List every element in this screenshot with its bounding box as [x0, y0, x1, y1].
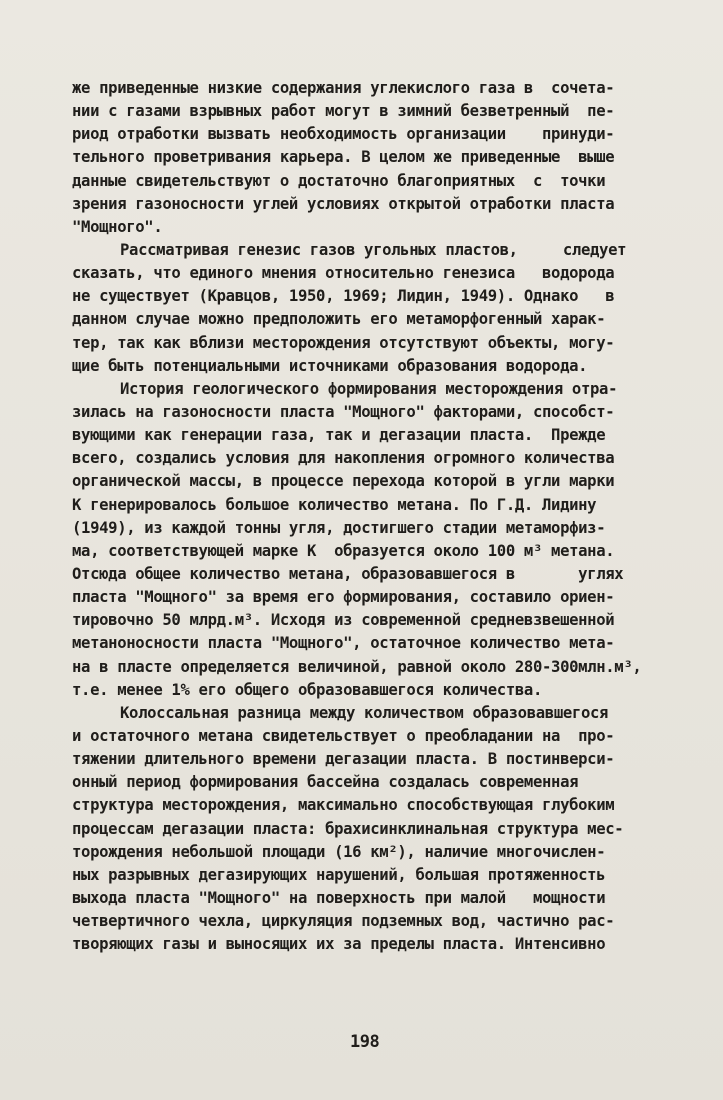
text-line: же приведенные низкие содержания углекислого газа в сочета- [72, 79, 615, 97]
text-line: К генерировалось большое количество метана. По Г.Д. Лидину [72, 495, 597, 514]
text-line: на в пласте определяется величиной, равной около 280-300млн.м³, [72, 657, 642, 676]
text-line: вующими как генерации газа, так и дегазации пласта. Прежде [72, 426, 606, 445]
text-line: органической массы, в процессе перехода которой в угли марки [72, 472, 615, 491]
text-line: данном случае можно предположить его метаморфогенный харак- [72, 310, 606, 329]
body-text [72, 77, 682, 956]
text-line: четвертичного чехла, циркуляция подземных вод, частично рас- [72, 912, 615, 931]
text-line: "Мощного". [72, 217, 163, 236]
text-line: творяющих газы и выносящих их за пределы пласта. Интенсивно [72, 935, 606, 954]
text-line: пласта "Мощного" за время его формирования, составило ориен- [72, 588, 615, 607]
text-line: структура месторождения, максимально способствующая глубоким [72, 796, 615, 815]
text-line: ных разрывных дегазирующих нарушений, большая протяженность [72, 865, 606, 884]
text-line: выхода пласта "Мощного" на поверхность при малой мощности [72, 888, 606, 907]
text-line: метаноносности пласта "Мощного", остаточное количество мета- [72, 634, 615, 653]
text-line: (1949), из каждой тонны угля, достигшего стадии метаморфиз- [72, 518, 606, 537]
paragraph-start-line: Колоссальная разница между количеством образовавшегося [120, 703, 609, 722]
paragraph-start-line: Рассматривая генезис газов угольных пластов, следует [120, 240, 627, 259]
text-line: не существует (Кравцов, 1950, 1969; Лидин, 1949). Однако в [72, 287, 615, 306]
page-number: 198 [350, 1032, 380, 1052]
text-line: процессам дегазации пласта: брахисинклинальная структура мес- [72, 819, 624, 838]
text-line: торождения небольшой площади (16 км²), наличие многочислен- [72, 842, 606, 861]
text-line: тельного проветривания карьера. В целом же приведенные выше [72, 148, 615, 167]
text-line: тировочно 50 млрд.м³. Исходя из современной средневзвешенной [72, 611, 615, 630]
text-line: онный период формирования бассейна создалась современная [72, 773, 579, 792]
text-line: всего, создались условия для накопления огромного количества [72, 449, 615, 468]
text-line: зилась на газоносности пласта "Мощного" факторами, способст- [72, 402, 615, 421]
text-line: тер, так как вблизи месторождения отсутствуют объекты, могу- [72, 333, 615, 352]
text-line: щие быть потенциальными источниками образования водорода. [72, 356, 588, 375]
text-line: тяжении длительного времени дегазации пласта. В постинверси- [72, 750, 615, 769]
text-line: ма, соответствующей марке К образуется около 100 м³ метана. [72, 541, 615, 560]
text-line: нии с газами взрывных работ могут в зимний безветренный пе- [72, 102, 615, 121]
paragraph-start-line: История геологического формирования месторождения отра- [120, 379, 618, 398]
text-line: и остаточного метана свидетельствует о преобладании на про- [72, 726, 615, 745]
text-line: Отсюда общее количество метана, образовавшегося в углях [72, 564, 624, 583]
text-line: данные свидетельствуют о достаточно благоприятных с точки [72, 171, 606, 190]
text-line: риод отработки вызвать необходимость организации принуди- [72, 125, 615, 144]
text-line: зрения газоносности углей условиях открытой отработки пласта [72, 194, 615, 213]
text-line: т.е. менее 1% его общего образовавшегося количества. [72, 680, 542, 699]
text-line: сказать, что единого мнения относительно генезиса водорода [72, 264, 615, 283]
